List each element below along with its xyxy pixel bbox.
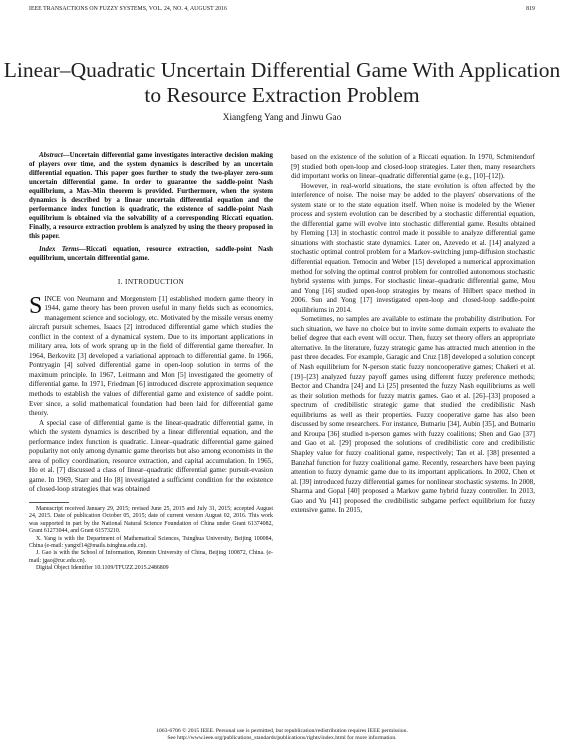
index-terms: [29, 245, 273, 263]
abstract-text: Uncertain differential game investigates interactive decision making of players over time, and the system dynamics is described by an uncertain differential equation. This paper goes further to study the two-player zero-sum uncertain differential game. In order to guarantee the saddle-point Nash equilibrium, a Max–Min theorem is provided. Furthermore, when the system dynamics is described by a linear uncertain differential equation and the performance index function is quadratic, the existence of saddle-point Nash equilibrium is obtained via the solvability of a corresponding Riccati equation. Finally, a resource extraction problem is analyzed by using the theory proposed in this paper.: [29, 152, 273, 240]
footnotes: [29, 506, 273, 573]
copyright-footer: [0, 728, 564, 743]
running-header: [29, 6, 535, 12]
footnote-manuscript: Manuscript received January 29, 2015; revised June 25, 2015 and July 31, 2015; accepted August 24, 2015. Date of publication October 05, 2015; date of current version August 02, 2016. This work was supported in part by the National Natural Science Foundation of China under Grant 61374082, Grant 61273044, and Grant 61573210.: [29, 506, 273, 535]
intro-paragraph-2: A special case of differential game is the linear-quadratic differential game, in which the system dynamics is described by a linear differential equation, and the performance index function is quadratic. Linear–quadratic differential game gained popularity not only among dynamic game theorists but also among economists in the area of policy coordination, resource extraction, and capital accumulation. In 1965, Ho et al. [7] discussed a class of linear–quadratic differential game: pursuit-evasion game. In 1969, Starr and Ho [8] investigated a sufficient condition for the existence of closed-loop strategies that was obtained: [29, 418, 273, 494]
footnote-rule: [29, 502, 69, 503]
paper-title: Linear–Quadratic Uncertain Differential Game With Application to Resource Extraction Problem: [3, 58, 561, 107]
journal-info: IEEE TRANSACTIONS ON FUZZY SYSTEMS, VOL. 24, NO. 4, AUGUST 2016: [29, 6, 227, 12]
right-column: [291, 153, 535, 516]
copyright-line: 1063-6706 © 2015 IEEE. Personal use is permitted, but republication/redistribution requires IEEE permission.: [156, 728, 408, 734]
right-paragraph-0: based on the existence of the solution of a Riccati equation. In 1970, Schmitendorf [9] studied both open-loop and closed-loop strategies. Later then, many researchers did important works on linear–quadratic differential game (e.g., [10]–[12]).: [291, 153, 535, 181]
drop-cap: S: [29, 292, 43, 319]
left-column: [29, 151, 273, 573]
intro-paragraph-1-text: INCE von Neumann and Morgenstern [1] established modern game theory in 1944, game theory has been proven useful in many fields such as economics, management science and sociology, etc. Motivated by the missile versus enemy aircraft pursuit schemes, Isaacs [2] introduced differential game which studies the conflict in the context of a dynamical system. Due to its important applications in military area, lots of work sprang up in the field of differential game thereafter. In 1964, Berkovitz [3] developed a variational approach to differential game. In 1966, Pontryagin [4] solved differential game in open-loop solution in terms of the maximum principle. In 1967, Leitmann and Mon [5] investigated the geometry of differential game. In 1971, Friedman [6] introduced discrete approximation sequence methods to establish the values of differential game and existence of saddle point. Ever since, a solid mathematical foundation had been laid for differential game theory.: [29, 294, 273, 418]
index-terms-text: Riccati equation, resource extraction, saddle-point Nash equilibrium, uncertain differential game.: [29, 246, 273, 262]
abstract: [29, 151, 273, 241]
authors: Xiangfeng Yang and Jinwu Gao: [222, 113, 342, 123]
index-terms-label: Index Terms—: [39, 246, 86, 253]
abstract-label: Abstract—: [39, 152, 70, 159]
intro-paragraph-1: [29, 292, 273, 419]
section-heading: I. INTRODUCTION: [117, 278, 185, 286]
page-number: 819: [526, 6, 535, 12]
right-paragraph-1: However, in real-world situations, the state evolution is often affected by the interference of noise. The noise may be added to the players' observations of the system state or to the state equation itself. When noise is modeled by the Wiener process and system evolution can be described by a stochastic differential equation, the differential game will evolve into stochastic differential game. Results obtained by Fleming [13] in stochastic control made it possible to analyze differential game situations with stochastic state dynamics. Later on, Azevedo et al. [14] analyzed a stochastic optimal control problem for a Markov-switching jump-diffusion stochastic differential equation. Temocin and Weber [15] developed a numerical approximation method for solving the optimal control problem for controlled autonomous stochastic hybrid systems with jumps. For stochastic linear–quadratic differential game, Mou and Yong [16] studied open-loop strategies by means of Hilbert space method in 2006. Sun and Yong [17] investigated open-loop and closed-loop saddle-point equilibriums in 2014.: [291, 181, 535, 314]
right-paragraph-2: Sometimes, no samples are available to estimate the probability distribution. For such situation, we have no choice but to invite some domain experts to evaluate the belief degree that each event will occur. Then, fuzzy set theory offers an appropriate alternative. In the literature, fuzzy strategic game has attracted much attention in the past three decades. For example, Garagic and Cruz [18] developed a solution concept of Nash equilibrium for N-person static fuzzy noncooperative games; Chakeri et al. [19]–[23] analyzed fuzzy payoff games using different fuzzy preference methods; Bector and Chandra [24] and Li [25] presented the fuzzy Nash equilibriums as well as their solution methods for fuzzy matrix games. Gao et al. [26]–[33] proposed a spectrum of credibilistic strategic game that studied the credibilistic Nash equilibriums as well as their properties. Fuzzy cooperative game has also been discussed by some researchers. For instance, Butnariu [34], Aubin [35], and Butnariu and Kroupa [36] studied n-person games with fuzzy coalitions; Shen and Gao [37] and Gao et al. [29] proposed the solutions of credibilistic core and credibilistic Shapley value for fuzzy coalitional game, respectively; Tan et al. [38] presented a Banzhaf function for fuzzy coalitional game. Recently, researchers have been paying attention to fuzzy dynamic game due to its important applications. In 2002, Chen et al. [39] introduced fuzzy differential games for nonlinear stochastic systems. In 2008, Sharma and Gopal [40] proposed a Markov game hybrid fuzzy controller. In 2013, Gao and Yu [41] proposed the credibilistic subgame perfect equilibrium for fuzzy extensive game. In 2015,: [291, 315, 535, 515]
rights-url-line: See http://www.ieee.org/publications_standards/publications/rights/index.html for more information.: [167, 735, 397, 742]
footnote-doi: Digital Object Identifier 10.1109/TFUZZ.2015.2486809: [36, 565, 169, 572]
footnote-author-yang: X. Yang is with the Department of Mathematical Sciences, Tsinghua University, Beijing 100084, China (e-mail: yangxf14@mails.tsinghua.edu.cn).: [29, 535, 273, 550]
footnote-author-gao: J. Gao is with the School of Information, Renmin University of China, Beijing 100872, China. (e-mail: jgao@ruc.edu.cn).: [29, 550, 273, 564]
